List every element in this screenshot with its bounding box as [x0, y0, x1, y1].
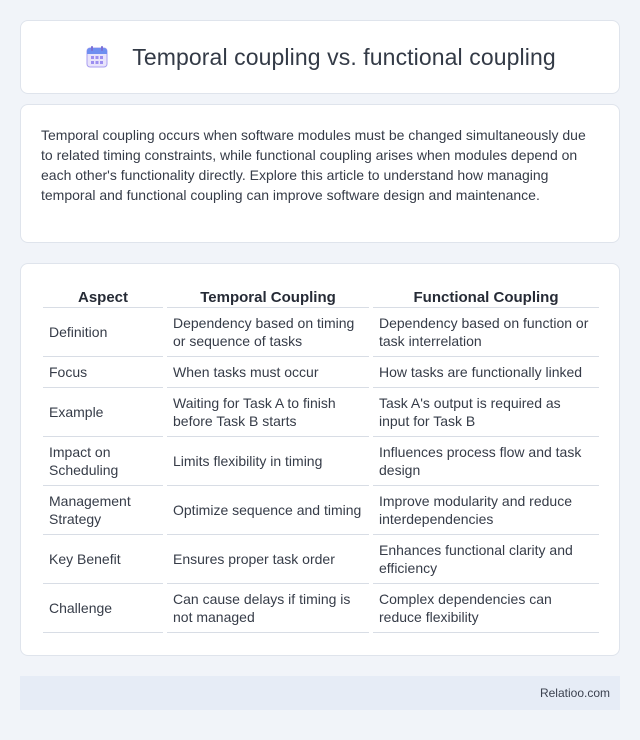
header-aspect: Aspect — [43, 284, 163, 308]
footer-brand: Relatioo.com — [539, 686, 610, 700]
cell-functional: Improve modularity and reduce interdependencies — [373, 486, 599, 535]
comparison-table — [43, 284, 599, 633]
cell-functional: How tasks are functionally linked — [373, 357, 599, 388]
cell-functional: Influences process flow and task design — [373, 437, 599, 486]
cell-temporal: Dependency based on timing or sequence of tasks — [167, 308, 369, 357]
calendar-icon — [84, 44, 110, 70]
cell-aspect: Focus — [43, 357, 163, 388]
cell-aspect: Definition — [43, 308, 163, 357]
table-header-row — [43, 284, 599, 308]
table-row — [43, 486, 599, 535]
page-title: Temporal coupling vs. functional coupling — [132, 43, 556, 70]
header-temporal: Temporal Coupling — [167, 284, 369, 308]
intro-card — [20, 104, 620, 243]
table-row — [43, 437, 599, 486]
cell-temporal: Ensures proper task order — [167, 535, 369, 584]
header-functional: Functional Coupling — [373, 284, 599, 308]
cell-aspect: Key Benefit — [43, 535, 163, 584]
cell-aspect: Challenge — [43, 584, 163, 633]
cell-temporal: When tasks must occur — [167, 357, 369, 388]
cell-functional: Task A's output is required as input for Task B — [373, 388, 599, 437]
comparison-card — [20, 263, 620, 656]
cell-functional: Enhances functional clarity and efficiency — [373, 535, 599, 584]
title-card — [20, 20, 620, 94]
cell-aspect: Example — [43, 388, 163, 437]
table-row — [43, 584, 599, 633]
cell-aspect: Management Strategy — [43, 486, 163, 535]
footer — [20, 676, 620, 710]
cell-functional: Dependency based on function or task interrelation — [373, 308, 599, 357]
cell-temporal: Limits flexibility in timing — [167, 437, 369, 486]
table-row — [43, 535, 599, 584]
table-row — [43, 357, 599, 388]
cell-temporal: Can cause delays if timing is not managed — [167, 584, 369, 633]
cell-temporal: Optimize sequence and timing — [167, 486, 369, 535]
cell-functional: Complex dependencies can reduce flexibility — [373, 584, 599, 633]
intro-text: Temporal coupling occurs when software modules must be changed simultaneously due to related timing constraints, while functional coupling arises when modules depend on each other's functionality directly. Explore this article to understand how managing temporal and functional coupling can improve software design and maintenance. — [41, 127, 586, 203]
cell-aspect: Impact on Scheduling — [43, 437, 163, 486]
table-row — [43, 308, 599, 357]
cell-temporal: Waiting for Task A to finish before Task B starts — [167, 388, 369, 437]
table-row — [43, 388, 599, 437]
